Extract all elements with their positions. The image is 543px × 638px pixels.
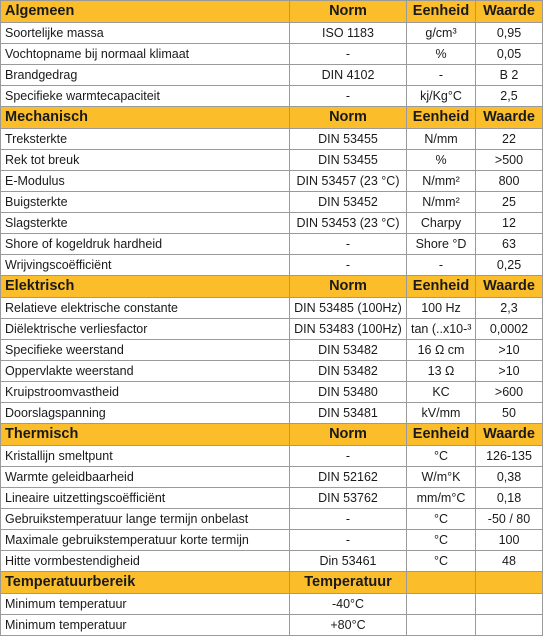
table-row (1, 86, 543, 107)
table-row (1, 319, 543, 340)
norm-value: DIN 52162 (290, 467, 407, 488)
norm-value: Din 53461 (290, 551, 407, 572)
property-name: Treksterkte (1, 129, 290, 150)
norm-value: - (290, 255, 407, 276)
table-body (1, 1, 543, 636)
section-title: Temperatuurbereik (1, 572, 290, 594)
unit-value: 16 Ω cm (407, 340, 476, 361)
table-row (1, 403, 543, 424)
property-name: Shore of kogeldruk hardheid (1, 234, 290, 255)
table-row (1, 467, 543, 488)
unit-value: % (407, 44, 476, 65)
unit-value: mm/m°C (407, 488, 476, 509)
section-title: Elektrisch (1, 276, 290, 298)
property-name: Kruipstroomvastheid (1, 382, 290, 403)
property-value: >10 (476, 340, 543, 361)
unit-value: 100 Hz (407, 298, 476, 319)
table-row (1, 234, 543, 255)
property-name: Oppervlakte weerstand (1, 361, 290, 382)
norm-value: DIN 53482 (290, 340, 407, 361)
norm-value: DIN 53480 (290, 382, 407, 403)
table-row (1, 382, 543, 403)
norm-value: ISO 1183 (290, 23, 407, 44)
property-value: 0,95 (476, 23, 543, 44)
norm-value: DIN 53452 (290, 192, 407, 213)
property-value: 22 (476, 129, 543, 150)
unit-value: kj/Kg°C (407, 86, 476, 107)
table-row (1, 551, 543, 572)
property-value: 800 (476, 171, 543, 192)
property-name: Soortelijke massa (1, 23, 290, 44)
unit-column-header: Eenheid (407, 107, 476, 129)
property-value: 12 (476, 213, 543, 234)
unit-column-header: Eenheid (407, 276, 476, 298)
unit-value: kV/mm (407, 403, 476, 424)
norm-value: DIN 53483 (100Hz) (290, 319, 407, 340)
unit-column-header: Eenheid (407, 1, 476, 23)
property-name: Relatieve elektrische constante (1, 298, 290, 319)
value-column-header: Waarde (476, 424, 543, 446)
section-header-row (1, 276, 543, 298)
table-row (1, 509, 543, 530)
table-row (1, 23, 543, 44)
property-name: Maximale gebruikstemperatuur korte termijn (1, 530, 290, 551)
unit-value: - (407, 65, 476, 86)
property-name: Lineaire uitzettingscoëfficiënt (1, 488, 290, 509)
norm-value: - (290, 44, 407, 65)
table-row (1, 129, 543, 150)
property-value: 50 (476, 403, 543, 424)
property-value: 63 (476, 234, 543, 255)
norm-value: - (290, 86, 407, 107)
norm-value: DIN 53762 (290, 488, 407, 509)
property-value: 0,38 (476, 467, 543, 488)
section-header-row (1, 107, 543, 129)
property-value: >600 (476, 382, 543, 403)
unit-value: °C (407, 509, 476, 530)
property-name: Warmte geleidbaarheid (1, 467, 290, 488)
property-name: Slagsterkte (1, 213, 290, 234)
property-name: Vochtopname bij normaal klimaat (1, 44, 290, 65)
unit-value: N/mm (407, 129, 476, 150)
temperature-column-header: Temperatuur (290, 572, 407, 594)
norm-value: DIN 53455 (290, 129, 407, 150)
empty-cell (476, 615, 543, 636)
property-name: Rek tot breuk (1, 150, 290, 171)
property-name: Specifieke weerstand (1, 340, 290, 361)
unit-value: KC (407, 382, 476, 403)
empty-header-cell (476, 572, 543, 594)
norm-column-header: Norm (290, 107, 407, 129)
property-value: 2,5 (476, 86, 543, 107)
unit-value: W/m°K (407, 467, 476, 488)
norm-value: DIN 53455 (290, 150, 407, 171)
property-value: 100 (476, 530, 543, 551)
property-name: Minimum temperatuur (1, 594, 290, 615)
unit-value: Charpy (407, 213, 476, 234)
property-name: Brandgedrag (1, 65, 290, 86)
value-column-header: Waarde (476, 276, 543, 298)
table-row (1, 530, 543, 551)
property-name: E-Modulus (1, 171, 290, 192)
unit-value: - (407, 255, 476, 276)
property-value: 126-135 (476, 446, 543, 467)
table-row (1, 213, 543, 234)
unit-value: °C (407, 530, 476, 551)
norm-value: DIN 53485 (100Hz) (290, 298, 407, 319)
section-header-row (1, 572, 543, 594)
property-value: >500 (476, 150, 543, 171)
section-title: Algemeen (1, 1, 290, 23)
empty-cell (407, 615, 476, 636)
table-row (1, 65, 543, 86)
property-name: Kristallijn smeltpunt (1, 446, 290, 467)
property-value: B 2 (476, 65, 543, 86)
temperature-value: +80°C (290, 615, 407, 636)
property-name: Minimum temperatuur (1, 615, 290, 636)
property-value: >10 (476, 361, 543, 382)
section-header-row (1, 1, 543, 23)
norm-value: DIN 4102 (290, 65, 407, 86)
property-name: Buigsterkte (1, 192, 290, 213)
table-row (1, 594, 543, 615)
table-row (1, 488, 543, 509)
unit-value: 13 Ω (407, 361, 476, 382)
table-row (1, 171, 543, 192)
unit-value: % (407, 150, 476, 171)
property-name: Hitte vormbestendigheid (1, 551, 290, 572)
table-row (1, 340, 543, 361)
norm-value: - (290, 530, 407, 551)
property-value: 2,3 (476, 298, 543, 319)
value-column-header: Waarde (476, 1, 543, 23)
norm-value: - (290, 509, 407, 530)
unit-value: g/cm³ (407, 23, 476, 44)
norm-value: DIN 53457 (23 °C) (290, 171, 407, 192)
property-name: Diëlektrische verliesfactor (1, 319, 290, 340)
norm-column-header: Norm (290, 424, 407, 446)
value-column-header: Waarde (476, 107, 543, 129)
property-name: Gebruikstemperatuur lange termijn onbelast (1, 509, 290, 530)
unit-value: Shore °D (407, 234, 476, 255)
property-value: 0,05 (476, 44, 543, 65)
norm-column-header: Norm (290, 276, 407, 298)
table-row (1, 44, 543, 65)
property-value: 0,0002 (476, 319, 543, 340)
norm-value: - (290, 446, 407, 467)
section-title: Thermisch (1, 424, 290, 446)
table-row (1, 150, 543, 171)
property-value: 0,25 (476, 255, 543, 276)
unit-column-header: Eenheid (407, 424, 476, 446)
table-row (1, 446, 543, 467)
unit-value: tan (..x10-³ (407, 319, 476, 340)
empty-cell (407, 594, 476, 615)
table-row (1, 361, 543, 382)
unit-value: N/mm² (407, 171, 476, 192)
property-value: -50 / 80 (476, 509, 543, 530)
property-value: 48 (476, 551, 543, 572)
norm-column-header: Norm (290, 1, 407, 23)
property-name: Specifieke warmtecapaciteit (1, 86, 290, 107)
table-row (1, 192, 543, 213)
table-row (1, 615, 543, 636)
section-header-row (1, 424, 543, 446)
property-name: Wrijvingscoëfficiënt (1, 255, 290, 276)
empty-cell (476, 594, 543, 615)
empty-header-cell (407, 572, 476, 594)
section-title: Mechanisch (1, 107, 290, 129)
unit-value: N/mm² (407, 192, 476, 213)
temperature-value: -40°C (290, 594, 407, 615)
unit-value: °C (407, 551, 476, 572)
norm-value: DIN 53481 (290, 403, 407, 424)
norm-value: DIN 53482 (290, 361, 407, 382)
norm-value: DIN 53453 (23 °C) (290, 213, 407, 234)
property-name: Doorslagspanning (1, 403, 290, 424)
unit-value: °C (407, 446, 476, 467)
table-row (1, 298, 543, 319)
table-row (1, 255, 543, 276)
norm-value: - (290, 234, 407, 255)
property-value: 0,18 (476, 488, 543, 509)
property-value: 25 (476, 192, 543, 213)
